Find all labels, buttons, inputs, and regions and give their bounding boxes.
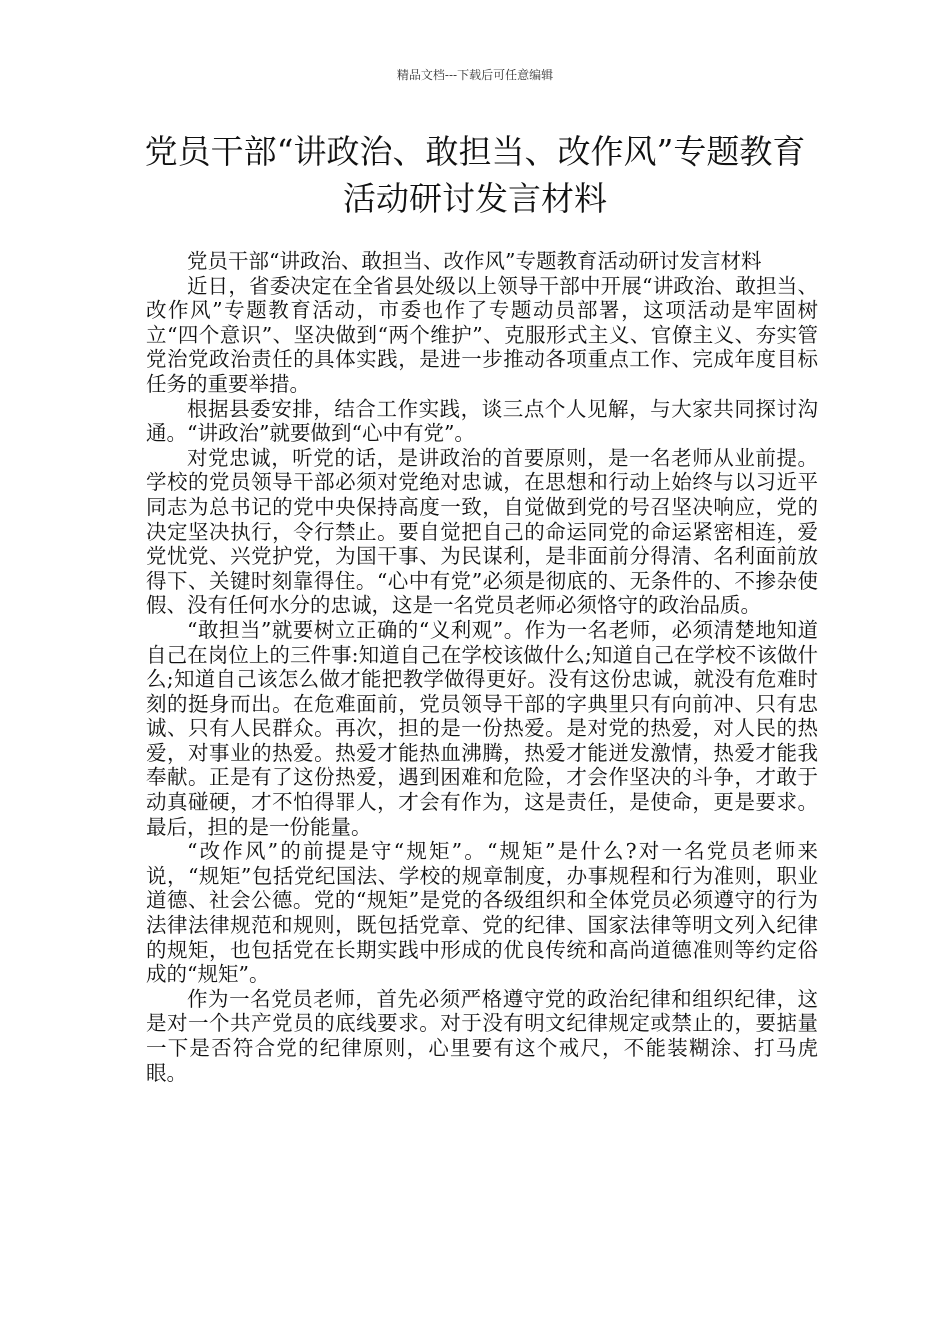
paragraph-loyalty: 对党忠诚，听党的话，是讲政治的首要原则，是一名老师从业前提。学校的党员领导干部必须对党绝对忠诚，在思想和行动上始终与以习近平同志为总书记的党中央保持高度一致，自觉做到党的号召坚决响应，党的决定坚决执行，令行禁止。要自觉把自己的命运同党的命运紧密相连，爱党忧党、兴党护党，为国干事、为民谋利，是非面前分得清、名利面前放得下、关键时刻靠得住。“心中有党”必须是彻底的、无条件的、不掺杂使假、没有任何水分的忠诚，这是一名党员老师必须恪守的政治品质。 <box>146 445 818 618</box>
document-title: 党员干部“讲政治、敢担当、改作风”专题教育活动研讨发言材料 <box>144 132 806 218</box>
paragraph-discipline: 作为一名党员老师，首先必须严格遵守党的政治纪律和组织纪律，这是对一个共产党员的底线要求。对于没有明文纪律规定或禁止的，要掂量一下是否符合党的纪律原则，心里要有这个戒尺，不能装糊涂、打马虎眼。 <box>146 986 818 1085</box>
document-body <box>146 249 818 1085</box>
paragraph-intro-title: 党员干部“讲政治、敢担当、改作风”专题教育活动研讨发言材料 <box>187 249 762 273</box>
paragraph-rules: “改作风”的前提是守“规矩”。“规矩”是什么?对一名党员老师来说，“规矩”包括党纪国法、学校的规章制度，办事规程和行为准则，职业道德、社会公德。党的“规矩”是党的各级组织和全体党员必须遵守的行为法律法律规范和规则，既包括党章、党的纪律、国家法律等明文列入纪律的规矩，也包括党在长期实践中形成的优良传统和高尚道德准则等约定俗成的“规矩”。 <box>146 839 818 987</box>
paragraph-arrangement: 根据县委安排，结合工作实践，谈三点个人见解，与大家共同探讨沟通。“讲政治”就要做到“心中有党”。 <box>146 396 818 446</box>
paragraph-background: 近日，省委决定在全省县处级以上领导干部中开展“讲政治、敢担当、改作风”专题教育活动，市委也作了专题动员部署，这项活动是牢固树立“四个意识”、坚决做到“两个维护”、克服形式主义、官僚主义、夯实管党治党政治责任的具体实践，是进一步推动各项重点工作、完成年度目标任务的重要举措。 <box>146 273 818 396</box>
header-note: 精品文档---下载后可任意编辑 <box>396 68 554 82</box>
paragraph-responsibility: “敢担当”就要树立正确的“义利观”。作为一名老师，必须清楚地知道自己在岗位上的三件事:知道自己在学校该做什么;知道自己在学校不该做什么;知道自己该怎么做才能把教学做得更好。没有这份忠诚，就没有危难时刻的挺身而出。在危难面前，党员领导干部的字典里只有向前冲、只有忠诚、只有人民群众。再次，担的是一份热爱。是对党的热爱，对人民的热爱，对事业的热爱。热爱才能热血沸腾，热爱才能迸发激情，热爱才能我奉献。正是有了这份热爱，遇到困难和危险，才会作坚决的斗争，才敢于动真碰硬，才不怕得罪人，才会有作为，这是责任，是使命，更是要求。最后，担的是一份能量。 <box>146 617 818 839</box>
